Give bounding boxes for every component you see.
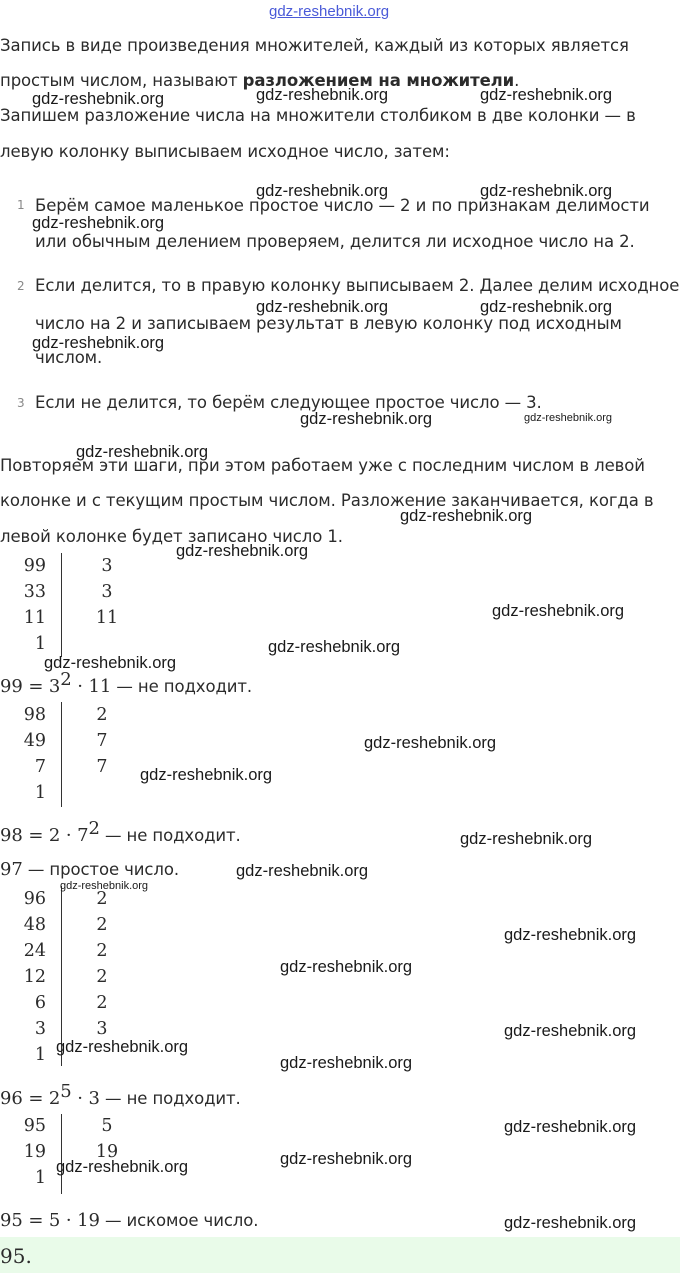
table-divider bbox=[61, 1114, 62, 1194]
table-left-cell: 95 bbox=[23, 1116, 46, 1136]
watermark: gdz-reshebnik.org bbox=[460, 830, 593, 848]
intro-line-1: Запись в виде произведения множителей, каждый из которых является bbox=[0, 36, 629, 55]
exponent: 2 bbox=[88, 818, 100, 839]
equation-rest: · 11 bbox=[71, 676, 112, 697]
watermark: gdz-reshebnik.org bbox=[256, 86, 389, 104]
watermark: gdz-reshebnik.org bbox=[504, 1214, 637, 1232]
intro-period: . bbox=[514, 71, 520, 90]
equation: 95 = 5 · 19 bbox=[0, 1210, 100, 1231]
table-left-cell: 1 bbox=[34, 634, 46, 654]
table-left-cell: 98 bbox=[23, 705, 46, 725]
watermark: gdz-reshebnik.org bbox=[504, 1022, 637, 1040]
result-99 bbox=[0, 669, 253, 697]
table-right-cell: 2 bbox=[96, 705, 108, 725]
table-divider bbox=[61, 702, 62, 807]
watermark: gdz-reshebnik.org bbox=[32, 90, 165, 108]
exponent: 5 bbox=[60, 1081, 72, 1102]
table-left-cell: 49 bbox=[23, 731, 46, 751]
number: 97 bbox=[0, 859, 23, 880]
table-right-cell: 2 bbox=[96, 967, 108, 987]
equation-rest: · 3 bbox=[71, 1088, 100, 1109]
result-note: — не подходит. bbox=[111, 677, 253, 696]
repeat-line-3: левой колонке будет записано число 1. bbox=[0, 527, 343, 546]
table-left-cell: 3 bbox=[34, 1019, 46, 1039]
table-right-cell: 2 bbox=[96, 941, 108, 961]
answer-box bbox=[0, 1237, 680, 1273]
table-divider bbox=[61, 553, 62, 657]
result-note: — не подходит. bbox=[99, 1089, 241, 1108]
step-2-marker: 2 bbox=[17, 279, 25, 293]
watermark: gdz-reshebnik.org bbox=[280, 1150, 413, 1168]
watermark: gdz-reshebnik.org bbox=[256, 182, 389, 200]
result-note: — не подходит. bbox=[99, 826, 241, 845]
answer-value: 95. bbox=[0, 1244, 32, 1268]
table-left-cell: 7 bbox=[34, 757, 46, 777]
result-96 bbox=[0, 1081, 241, 1109]
equation: 99 = 3 bbox=[0, 676, 61, 697]
intro-line-4: левую колонку выписываем исходное число, затем: bbox=[0, 142, 450, 161]
equation: 98 = 2 · 7 bbox=[0, 825, 89, 846]
watermark: gdz-reshebnik.org bbox=[480, 182, 613, 200]
intro-line-3: Запишем разложение числа на множители столбиком в две колонки — в bbox=[0, 106, 636, 125]
table-right-cell: 19 bbox=[95, 1142, 119, 1162]
table-left-cell: 19 bbox=[23, 1142, 46, 1162]
watermark: gdz-reshebnik.org bbox=[480, 86, 613, 104]
step-2-line-3: числом. bbox=[35, 348, 103, 367]
watermark: gdz-reshebnik.org bbox=[524, 412, 613, 424]
watermark: gdz-reshebnik.org bbox=[76, 443, 209, 461]
step-3-line-1: Если не делится, то берём следующее простое число — 3. bbox=[35, 393, 542, 412]
table-left-cell: 11 bbox=[23, 608, 46, 628]
table-right-cell: 2 bbox=[96, 915, 108, 935]
table-right-cell: 3 bbox=[96, 1019, 108, 1039]
watermark: gdz-reshebnik.org bbox=[280, 1054, 413, 1072]
table-left-cell: 1 bbox=[34, 783, 46, 803]
step-1-line-2: или обычным делением проверяем, делится ли исходное число на 2. bbox=[35, 232, 635, 251]
table-right-cell: 7 bbox=[96, 757, 108, 777]
intro-bold-term: разложением на множители bbox=[242, 71, 515, 90]
table-left-cell: 33 bbox=[23, 582, 46, 602]
table-left-cell: 12 bbox=[23, 967, 46, 987]
step-2-line-2: число на 2 и записываем результат в левую колонку под исходным bbox=[35, 314, 622, 333]
exponent: 2 bbox=[60, 669, 72, 690]
step-1-marker: 1 bbox=[17, 198, 25, 212]
watermark: gdz-reshebnik.org bbox=[504, 1118, 637, 1136]
step-1-line-1: Берём самое маленькое простое число — 2 и по признакам делимости bbox=[35, 196, 650, 215]
watermark: gdz-reshebnik.org bbox=[256, 298, 389, 316]
repeat-line-2: колонке и с текущим простым числом. Разложение заканчивается, когда в bbox=[0, 491, 654, 510]
table-left-cell: 1 bbox=[34, 1168, 46, 1188]
watermark: gdz-reshebnik.org bbox=[32, 214, 165, 232]
table-left-cell: 1 bbox=[34, 1045, 46, 1065]
table-right-cell: 5 bbox=[101, 1116, 113, 1136]
watermark-top: gdz-reshebnik.org bbox=[269, 3, 390, 20]
watermark: gdz-reshebnik.org bbox=[300, 410, 433, 428]
watermark: gdz-reshebnik.org bbox=[44, 654, 177, 672]
table-right-cell: 2 bbox=[96, 889, 108, 909]
table-right-cell: 7 bbox=[96, 731, 108, 751]
watermark: gdz-reshebnik.org bbox=[176, 542, 309, 560]
watermark: gdz-reshebnik.org bbox=[492, 602, 625, 620]
watermark: gdz-reshebnik.org bbox=[400, 507, 533, 525]
result-note: — искомое число. bbox=[99, 1211, 259, 1230]
prime-97 bbox=[0, 859, 179, 880]
table-right-cell: 2 bbox=[96, 993, 108, 1013]
table-left-cell: 48 bbox=[23, 915, 46, 935]
intro-text: простым числом, называют bbox=[0, 71, 243, 90]
table-left-cell: 96 bbox=[23, 889, 46, 909]
watermark: gdz-reshebnik.org bbox=[268, 638, 401, 656]
watermark: gdz-reshebnik.org bbox=[236, 862, 369, 880]
table-right-cell: 3 bbox=[101, 556, 113, 576]
watermark: gdz-reshebnik.org bbox=[56, 1158, 189, 1176]
repeat-line-1: Повторяем эти шаги, при этом работаем уже с последним числом в левой bbox=[0, 456, 645, 475]
equation: 96 = 2 bbox=[0, 1088, 61, 1109]
watermark: gdz-reshebnik.org bbox=[32, 334, 165, 352]
table-right-cell: 11 bbox=[95, 608, 119, 628]
table-left-cell: 6 bbox=[34, 993, 46, 1013]
watermark: gdz-reshebnik.org bbox=[364, 734, 497, 752]
table-left-cell: 24 bbox=[23, 941, 46, 961]
result-95 bbox=[0, 1210, 258, 1231]
result-98 bbox=[0, 818, 241, 846]
watermark: gdz-reshebnik.org bbox=[480, 298, 613, 316]
prime-note: — простое число. bbox=[22, 860, 179, 879]
table-left-cell: 99 bbox=[23, 556, 46, 576]
watermark: gdz-reshebnik.org bbox=[504, 926, 637, 944]
watermark: gdz-reshebnik.org bbox=[60, 880, 149, 892]
step-3-marker: 3 bbox=[17, 396, 25, 410]
watermark: gdz-reshebnik.org bbox=[280, 958, 413, 976]
table-right-cell: 3 bbox=[101, 582, 113, 602]
watermark: gdz-reshebnik.org bbox=[56, 1038, 189, 1056]
step-2-line-1: Если делится, то в правую колонку выписываем 2. Далее делим исходное bbox=[35, 276, 680, 295]
watermark: gdz-reshebnik.org bbox=[140, 766, 273, 784]
